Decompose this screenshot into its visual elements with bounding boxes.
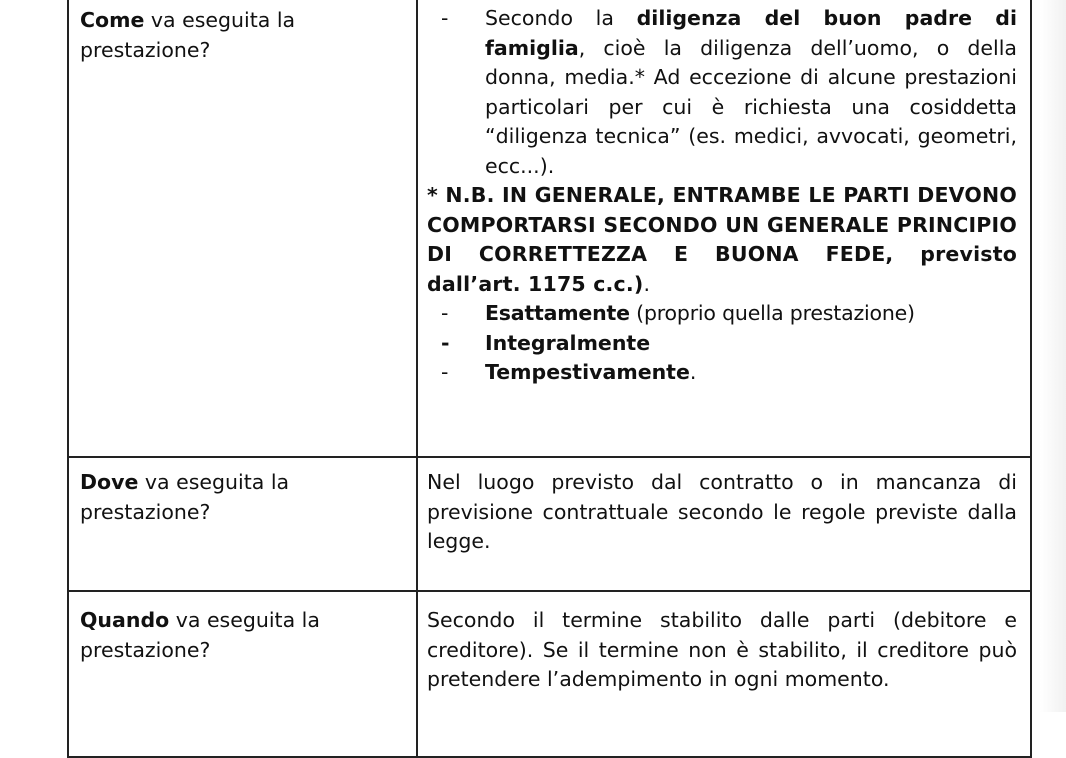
answer-cell-quando bbox=[417, 591, 1031, 757]
dash-marker: - bbox=[441, 6, 449, 30]
dash-marker: - bbox=[441, 330, 450, 355]
good-faith-note-text: * N.B. IN GENERALE, ENTRAMBE LE PARTI DEVONO COMPORTARSI SECONDO UN GENERALE PRINCIPIO DI CORRETTEZZA E BUONA FEDE, previsto dall’art. 1175 c.c.) bbox=[427, 183, 1017, 296]
answer-text: Nel luogo previsto dal contratto o in mancanza di previsione contrattuale secondo le regole previste dalla legge. bbox=[427, 470, 1017, 553]
manner-item-bold: Tempestivamente bbox=[485, 360, 690, 384]
diligence-text bbox=[485, 4, 1017, 181]
manner-item-rest: . bbox=[689, 360, 697, 384]
table-row bbox=[68, 0, 1031, 457]
table-row bbox=[68, 591, 1031, 757]
diligence-text-pre: Secondo la bbox=[485, 6, 637, 30]
question-cell-come bbox=[68, 0, 417, 457]
manner-item-bold: Esattamente bbox=[485, 301, 630, 325]
question-text: va eseguita la prestazione? bbox=[80, 470, 290, 524]
diligence-text-post: , cioè la diligenza dell’uomo, o della donna, media.* Ad eccezione di alcune prestazioni particolari per cui è richiesta una cosiddetta “diligenza tecnica” (es. medici, avvocati, geometri, ecc...). bbox=[485, 35, 1017, 178]
table-row bbox=[68, 457, 1031, 591]
question-cell-quando bbox=[68, 591, 417, 757]
answer-text: Secondo il termine stabilito dalle parti (debitore e creditore). Se il termine non è stabilito, il creditore può pretendere l’adempimento in ogni momento. bbox=[427, 608, 1017, 691]
dash-marker: - bbox=[441, 301, 449, 325]
answer-cell-dove bbox=[417, 457, 1031, 591]
dash-marker: - bbox=[441, 360, 449, 384]
manner-item-bold: Integralmente bbox=[485, 330, 651, 355]
list-item bbox=[427, 329, 1017, 359]
manner-item bbox=[485, 299, 1017, 329]
manner-item bbox=[485, 329, 1017, 359]
manner-item-rest: (proprio quella prestazione) bbox=[629, 301, 915, 325]
question-keyword: Quando bbox=[80, 608, 170, 632]
question-text: va eseguita la prestazione? bbox=[80, 8, 296, 62]
question-cell-dove bbox=[68, 457, 417, 591]
question-keyword: Dove bbox=[80, 470, 139, 494]
list-item bbox=[427, 358, 1017, 388]
diligence-text-bold: diligenza del buon padre di famiglia bbox=[485, 6, 1017, 60]
good-faith-note-end: . bbox=[643, 271, 651, 296]
list-item bbox=[427, 299, 1017, 329]
obligations-table bbox=[67, 0, 1032, 758]
list-item bbox=[427, 4, 1017, 181]
manner-item bbox=[485, 358, 1017, 388]
good-faith-note bbox=[427, 181, 1017, 299]
question-text: va eseguita la prestazione? bbox=[80, 608, 320, 662]
question-keyword: Come bbox=[80, 8, 145, 32]
answer-cell-come bbox=[417, 0, 1031, 457]
